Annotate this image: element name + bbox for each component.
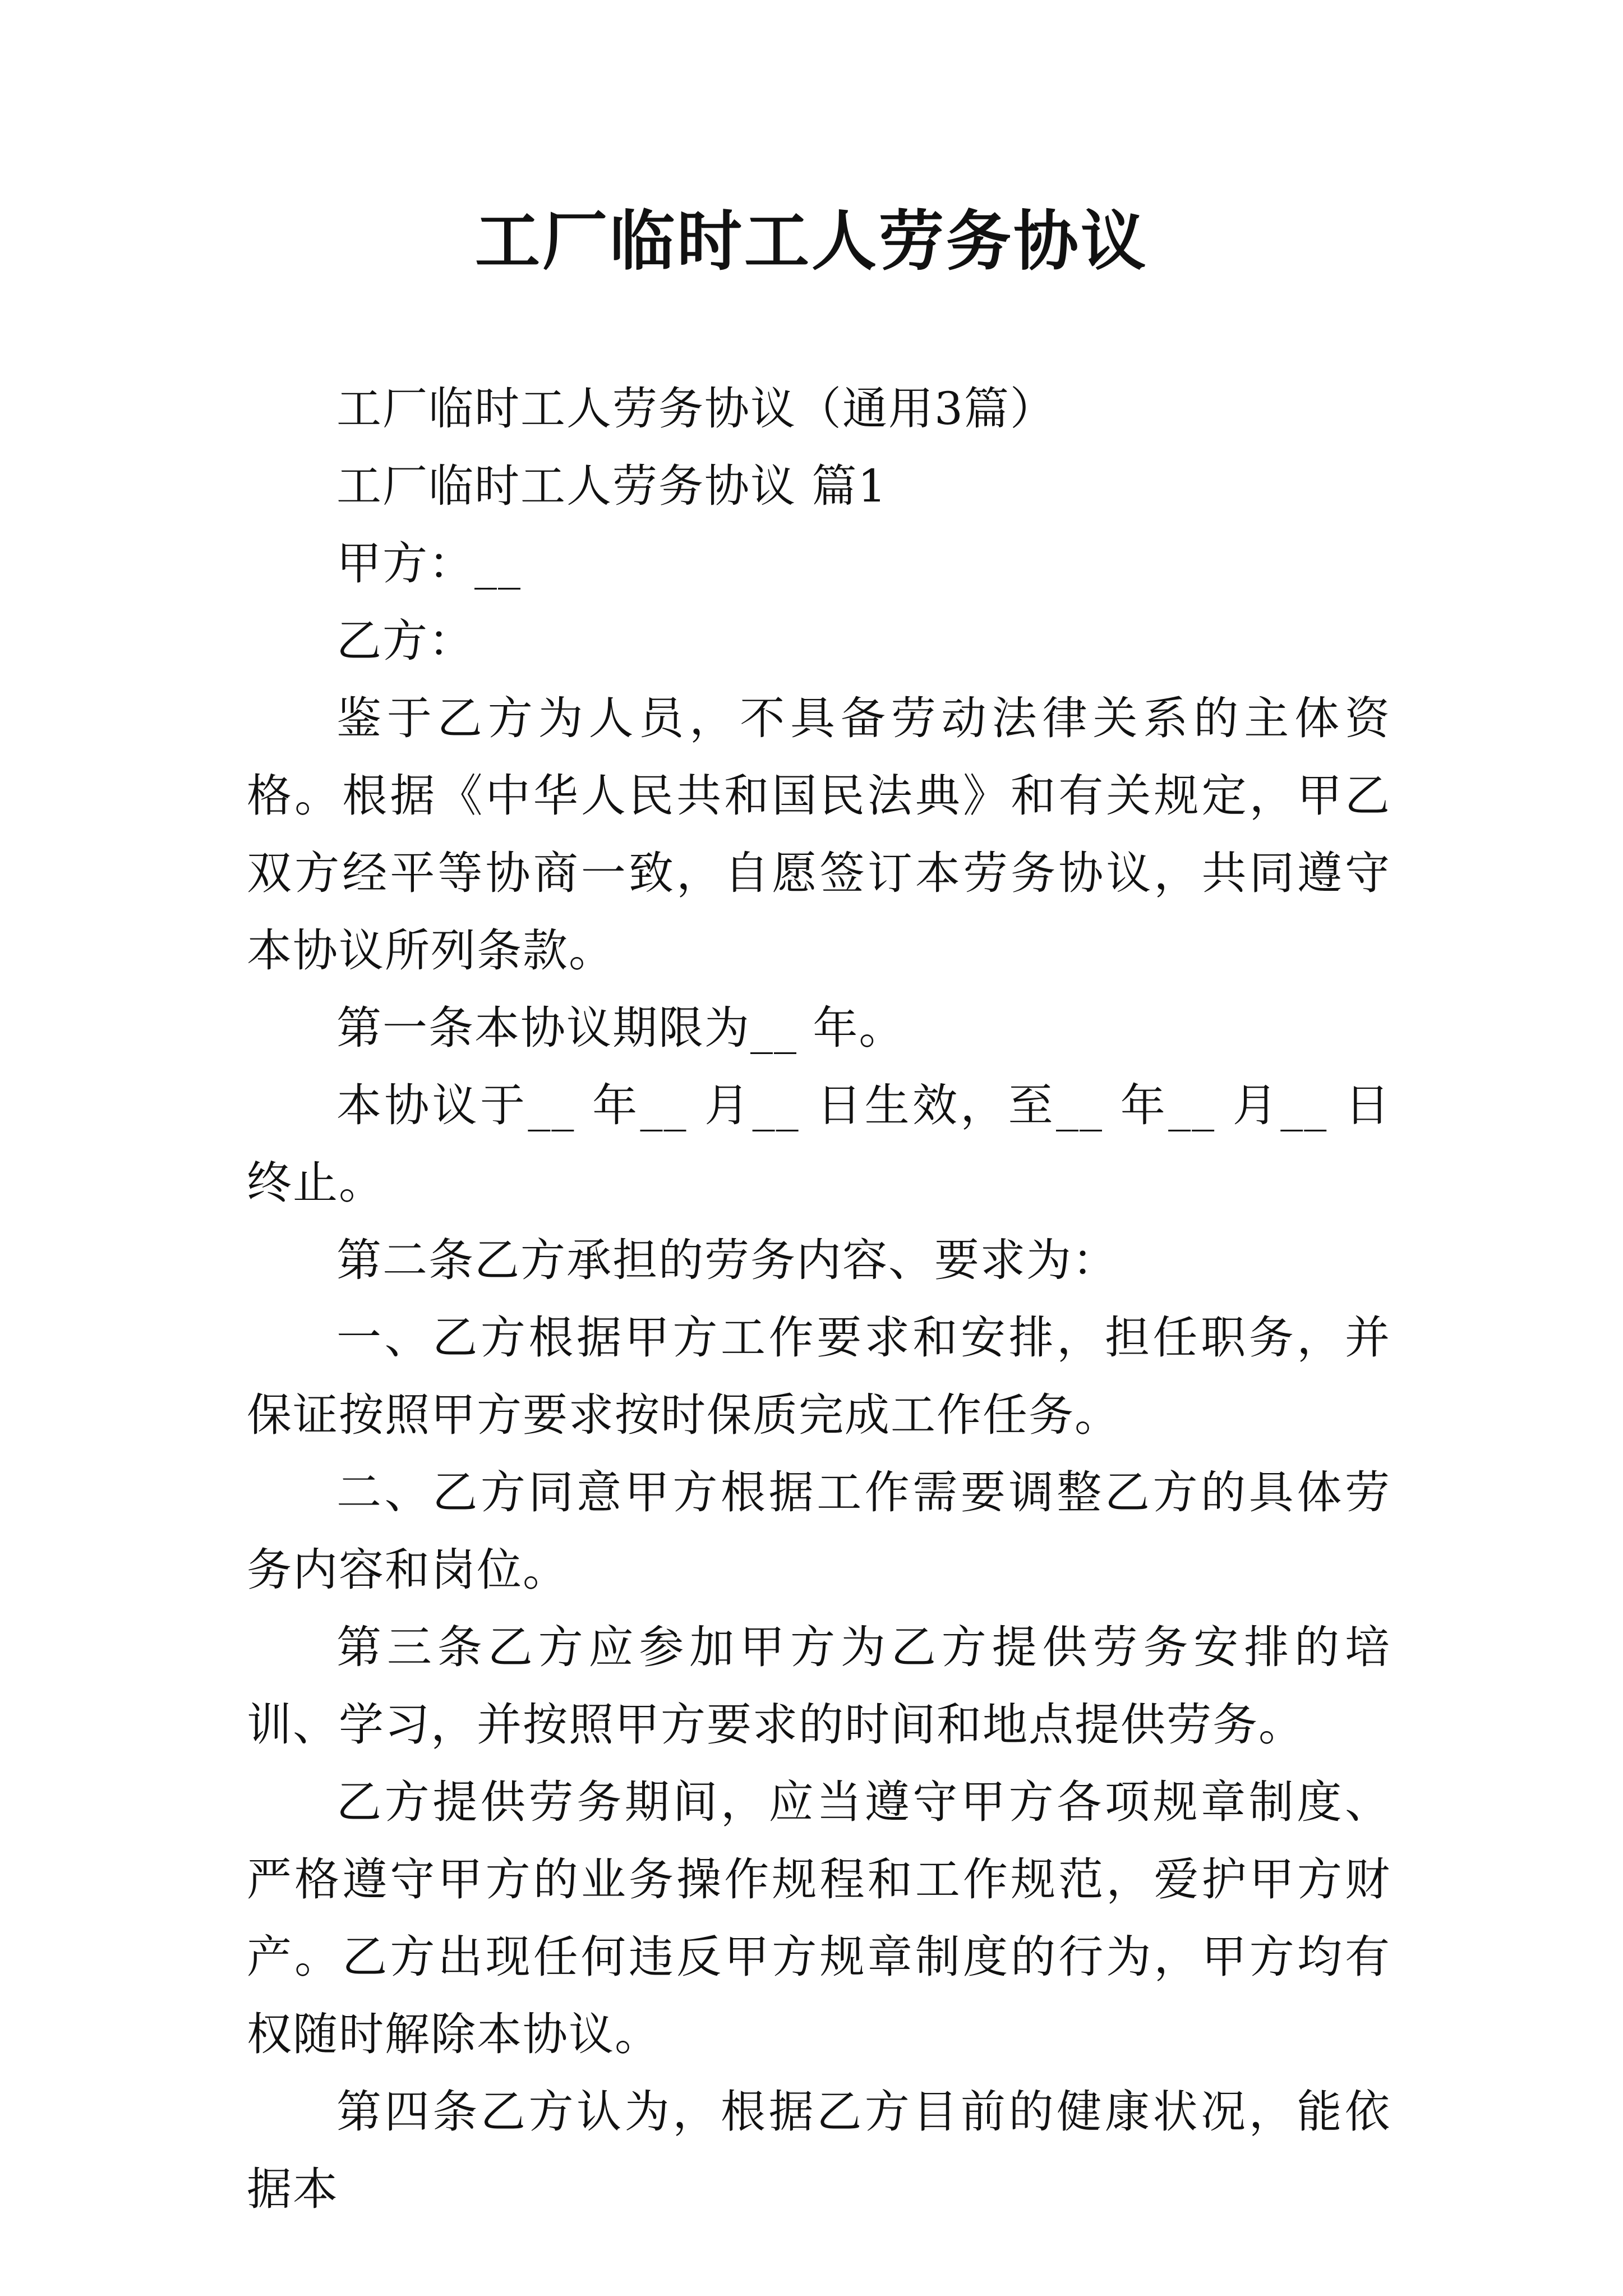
paragraph-term-dates: 本协议于__ 年__ 月__ 日生效，至__ 年__ 月__ 日终止。	[247, 1079, 1391, 1209]
paragraph-article-1: 第一条本协议期限为__ 年。	[336, 1002, 905, 1054]
paragraph-section-heading: 工厂临时工人劳务协议 篇1	[336, 460, 888, 512]
paragraph-article-4: 第四条乙方认为，根据乙方目前的健康状况，能依据本	[247, 2086, 1391, 2215]
paragraph-article-2: 第二条乙方承担的劳务内容、要求为：	[336, 1234, 1118, 1286]
paragraph-preamble: 鉴于乙方为人员，不具备劳动法律关系的主体资格。根据《中华人民共和国民法典》和有关规定，甲乙双方经平等协商一致，自愿签订本劳务协议，共同遵守本协议所列条款。	[247, 692, 1391, 977]
document-body	[247, 370, 1391, 2228]
paragraph-article-2-item-1: 一、乙方根据甲方工作要求和安排，担任职务，并保证按照甲方要求按时保质完成工作任务。	[247, 1312, 1391, 1441]
paragraph-party-a: 甲方：__	[336, 537, 522, 590]
paragraph-party-b: 乙方：	[336, 615, 474, 667]
paragraph-article-3: 第三条乙方应参加甲方为乙方提供劳务安排的培训、学习，并按照甲方要求的时间和地点提供劳务。	[247, 1621, 1391, 1751]
paragraph-article-3-rules: 乙方提供劳务期间，应当遵守甲方各项规章制度、严格遵守甲方的业务操作规程和工作规范，爱护甲方财产。乙方出现任何违反甲方规章制度的行为，甲方均有权随时解除本协议。	[247, 1776, 1391, 2060]
document-title: 工厂临时工人劳务协议	[475, 203, 1148, 279]
paragraph-article-2-item-2: 二、乙方同意甲方根据工作需要调整乙方的具体劳务内容和岗位。	[247, 1466, 1391, 1596]
paragraph-subtitle: 工厂临时工人劳务协议（通用3篇）	[336, 383, 1056, 435]
